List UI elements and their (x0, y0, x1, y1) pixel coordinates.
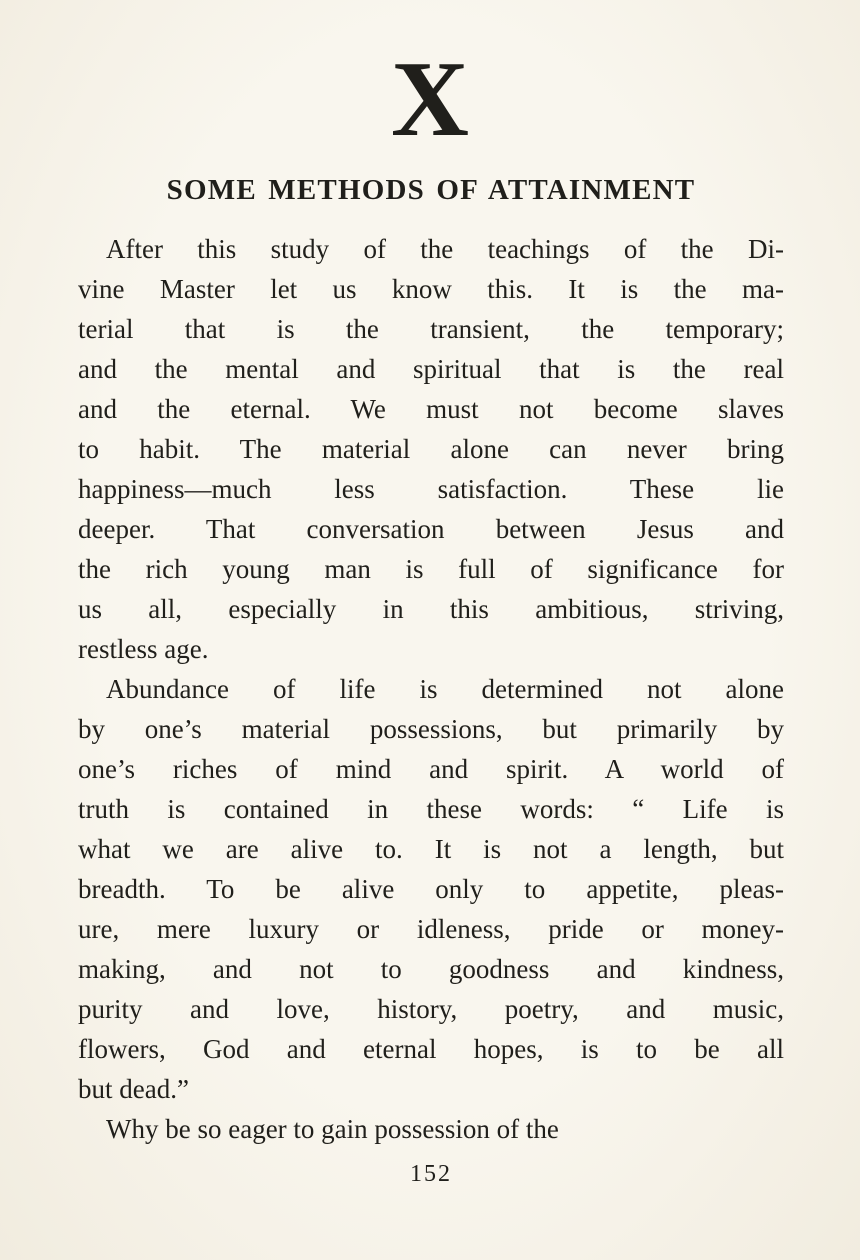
text-line: terial that is the transient, the temporary; (78, 314, 784, 344)
text-line: After this study of the teachings of the Di- (106, 234, 784, 264)
text-line: vine Master let us know this. It is the ma- (78, 274, 784, 304)
page-number: 152 (410, 1161, 452, 1187)
text-line: Why be so eager to gain possession of the (106, 1114, 559, 1144)
paragraph-3 (78, 1109, 784, 1149)
text-line: one’s riches of mind and spirit. A world of (78, 754, 784, 784)
text-line: us all, especially in this ambitious, striving, (78, 594, 784, 624)
text-line: happiness—much less satisfaction. These lie (78, 474, 784, 504)
text-line: making, and not to goodness and kindness, (78, 954, 784, 984)
text-line: flowers, God and eternal hopes, is to be all (78, 1034, 784, 1064)
text-line: the rich young man is full of significance for (78, 554, 784, 584)
text-line: purity and love, history, poetry, and music, (78, 994, 784, 1024)
paragraph-1 (78, 229, 784, 669)
text-line: what we are alive to. It is not a length, but (78, 834, 784, 864)
text-line: restless age. (78, 634, 209, 664)
text-line: truth is contained in these words: “ Life is (78, 794, 784, 824)
text-line: but dead.” (78, 1074, 189, 1104)
chapter-numeral: X (391, 40, 471, 159)
text-line: to habit. The material alone can never bring (78, 434, 784, 464)
text-line: breadth. To be alive only to appetite, pleas- (78, 874, 784, 904)
text-line: and the eternal. We must not become slaves (78, 394, 784, 424)
text-line: deeper. That conversation between Jesus and (78, 514, 784, 544)
text-line: Abundance of life is determined not alone (106, 674, 784, 704)
text-line: and the mental and spiritual that is the real (78, 354, 784, 384)
chapter-heading: SOME METHODS OF ATTAINMENT (166, 174, 696, 206)
body-text (78, 229, 784, 1149)
text-line: ure, mere luxury or idleness, pride or money- (78, 914, 784, 944)
paragraph-2 (78, 669, 784, 1109)
text-line: by one’s material possessions, but primarily by (78, 714, 784, 744)
